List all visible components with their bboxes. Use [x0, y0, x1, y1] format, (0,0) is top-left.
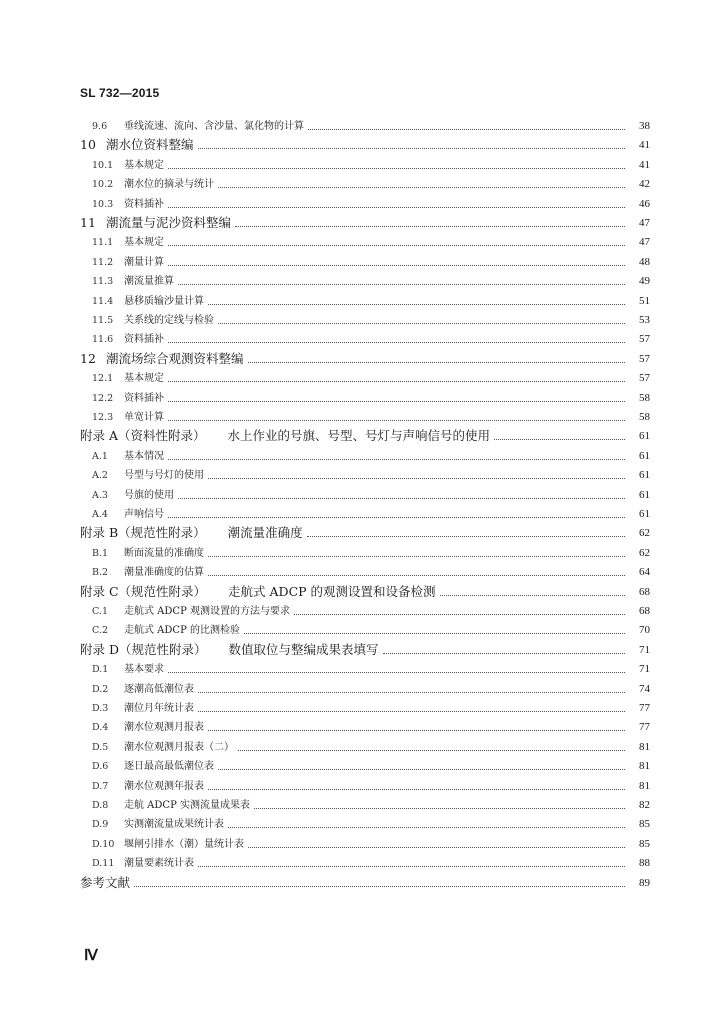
toc-entry-page: 77	[639, 702, 650, 714]
toc-entry-title: 悬移质输沙量计算	[124, 295, 204, 307]
toc-entry-number: 10	[80, 137, 96, 153]
toc-entry[interactable]	[0, 714, 724, 734]
toc-entry-number: A.4	[92, 509, 108, 520]
toc-entry-number: 12.3	[92, 412, 114, 423]
toc-dot-leader	[198, 680, 625, 693]
toc-entry-page: 68	[639, 585, 650, 598]
toc-entry-page: 61	[639, 488, 650, 501]
toc-dot-leader	[168, 369, 625, 382]
toc-entry-page: 85	[639, 818, 650, 831]
toc-entry[interactable]	[0, 831, 724, 851]
toc-entry-page: 68	[639, 605, 650, 617]
toc-entry-page: 89	[639, 876, 650, 889]
toc-entry[interactable]	[0, 132, 724, 152]
toc-entry-number: D.3	[92, 703, 109, 714]
toc-entry-page: 57	[639, 333, 650, 346]
toc-entry-number: 11	[80, 215, 96, 230]
toc-entry-title: 基本要求	[124, 664, 164, 676]
toc-dot-leader	[168, 330, 625, 343]
toc-entry-number: 附录 B（规范性附录）	[80, 525, 206, 541]
toc-entry-number: 附录 C（规范性附录）	[80, 583, 207, 599]
toc-dot-leader	[168, 233, 625, 246]
toc-dot-leader	[218, 311, 625, 324]
toc-dot-leader	[208, 718, 625, 731]
toc-dot-leader	[168, 156, 625, 169]
toc-dot-leader	[208, 563, 625, 576]
toc-entry-title: 数值取位与整编成果表填写	[228, 641, 379, 657]
toc-entry[interactable]	[0, 385, 724, 405]
toc-entry-title: 潮流量推算	[124, 276, 174, 288]
toc-entry[interactable]	[0, 443, 724, 463]
toc-entry-page: 61	[639, 469, 650, 482]
toc-entry-title: 潮水位观测月报表	[124, 722, 204, 734]
toc-dot-leader	[440, 583, 625, 596]
toc-entry-number: A.1	[92, 450, 108, 462]
toc-entry-title: 号型与号灯的使用	[124, 470, 204, 482]
toc-entry-title: 逐潮高低潮位表	[124, 683, 194, 695]
toc-entry-page: 71	[639, 663, 650, 676]
toc-entry-title: 潮水位观测月报表（二）	[124, 741, 234, 753]
toc-dot-leader	[238, 738, 625, 751]
toc-entry-page: 70	[639, 624, 650, 637]
toc-entry-number: 10.3	[92, 198, 114, 210]
toc-entry-page: 47	[639, 236, 650, 249]
toc-entry-number: 12.1	[92, 373, 114, 385]
toc-entry-title: 潮位月年统计表	[124, 703, 194, 714]
toc-entry[interactable]	[0, 501, 724, 521]
toc-entry[interactable]	[0, 540, 724, 560]
toc-entry-page: 74	[639, 682, 650, 695]
toc-entry-page: 49	[639, 275, 650, 288]
toc-entry-title: 基本规定	[124, 373, 164, 385]
toc-entry-page: 81	[639, 779, 650, 792]
toc-entry-page: 61	[639, 430, 650, 443]
toc-entry-title: 走航式 ADCP 的比测检验	[124, 625, 240, 637]
toc-entry[interactable]	[0, 579, 724, 599]
toc-entry-number: 附录 D（规范性附录）	[80, 641, 207, 657]
toc-entry-number: 9.6	[92, 121, 108, 132]
toc-entry-title: 潮水位资料整编	[106, 137, 194, 153]
toc-entry-page: 41	[639, 139, 650, 152]
toc-entry-number: B.2	[92, 567, 109, 579]
toc-dot-leader	[178, 272, 625, 285]
toc-entry-page: 58	[639, 391, 650, 404]
toc-entry-title: 资料插补	[124, 392, 164, 404]
toc-entry-title: 断面流量的准确度	[124, 547, 204, 559]
toc-dot-leader	[494, 427, 625, 440]
toc-entry-number: D.2	[92, 683, 109, 695]
toc-entry-number: D.9	[92, 819, 109, 831]
toc-entry-title: 参考文献	[80, 874, 131, 890]
toc-entry-number: 11.3	[92, 276, 114, 288]
toc-entry-number: 附录 A（资料性附录）	[80, 428, 206, 444]
toc-entry-page: 88	[639, 857, 650, 870]
toc-entry[interactable]	[0, 870, 724, 890]
toc-dot-leader	[198, 854, 625, 867]
toc-entry-title: 资料插补	[124, 198, 164, 210]
toc-entry-number: A.2	[92, 470, 108, 482]
toc-entry-page: 77	[639, 721, 650, 734]
toc-entry-page: 62	[639, 527, 650, 540]
toc-entry[interactable]	[0, 404, 724, 424]
toc-entry-title: 垂线流速、流向、含沙量、氯化物的计算	[124, 121, 304, 132]
toc-entry-number: 11.2	[92, 256, 114, 268]
toc-entry[interactable]	[0, 113, 724, 133]
toc-entry[interactable]	[0, 171, 724, 191]
toc-entry-number: D.7	[92, 780, 109, 792]
toc-entry[interactable]	[0, 734, 724, 754]
toc-entry-page: 61	[639, 449, 650, 462]
toc-entry[interactable]	[0, 617, 724, 637]
toc-entry-number: D.11	[92, 858, 115, 870]
toc-dot-leader	[168, 253, 625, 266]
toc-entry[interactable]	[0, 520, 724, 540]
toc-entry-title: 基本规定	[124, 237, 164, 249]
toc-entry-title: 资料插补	[124, 334, 164, 346]
toc-entry-page: 53	[639, 314, 650, 326]
toc-entry-title: 潮量计算	[124, 256, 164, 268]
toc-entry-page: 82	[639, 799, 650, 811]
toc-entry-page: 58	[639, 411, 650, 423]
toc-entry-title: 潮流量准确度	[227, 525, 303, 541]
toc-entry-title: 走航 ADCP 实测流量成果表	[124, 800, 250, 811]
toc-entry-title: 水上作业的号旗、号型、号灯与声响信号的使用	[227, 428, 491, 444]
toc-dot-leader	[294, 602, 625, 615]
toc-entry-page: 64	[639, 566, 650, 579]
toc-entry-page: 61	[639, 508, 650, 520]
toc-entry-number: D.5	[92, 741, 109, 753]
toc-entry[interactable]	[0, 462, 724, 482]
toc-entry-page: 81	[639, 740, 650, 753]
toc-entry[interactable]	[0, 210, 724, 230]
toc-entry-number: D.8	[92, 800, 109, 811]
toc-entry[interactable]	[0, 268, 724, 288]
toc-entry[interactable]	[0, 792, 724, 812]
toc-entry-title: 实测潮流量成果统计表	[124, 819, 224, 831]
toc-entry-title: 关系线的定线与检验	[124, 315, 214, 326]
toc-entry[interactable]	[0, 191, 724, 211]
toc-dot-leader	[134, 874, 625, 887]
toc-entry-title: 堰闸引排水（潮）量统计表	[124, 838, 244, 850]
toc-dot-leader	[168, 408, 625, 421]
toc-entry-number: D.10	[92, 838, 115, 850]
toc-entry[interactable]	[0, 656, 724, 676]
toc-entry-number: D.1	[92, 664, 109, 676]
toc-entry-number: D.6	[92, 761, 109, 773]
toc-entry-page: 47	[639, 217, 650, 229]
toc-dot-leader	[168, 195, 625, 208]
toc-entry-number: 12.2	[92, 392, 114, 404]
toc-entry[interactable]	[0, 307, 724, 327]
toc-entry[interactable]	[0, 773, 724, 793]
toc-entry-title: 单宽计算	[124, 412, 164, 423]
toc-entry-title: 潮水位的摘录与统计	[124, 179, 214, 191]
toc-entry-page: 48	[639, 255, 650, 268]
toc-dot-leader	[168, 660, 625, 673]
toc-entry-page: 62	[639, 546, 650, 559]
toc-entry-page: 41	[639, 158, 650, 171]
toc-entry-title: 基本情况	[124, 450, 164, 462]
toc-entry[interactable]	[0, 811, 724, 831]
toc-dot-leader	[244, 621, 625, 634]
toc-dot-leader	[254, 796, 625, 809]
toc-dot-leader	[383, 641, 625, 654]
toc-entry-title: 号旗的使用	[124, 489, 174, 501]
toc-dot-leader	[198, 699, 625, 712]
toc-entry-page: 71	[639, 643, 650, 656]
toc-entry-page: 38	[639, 120, 650, 132]
toc-entry-number: 11.5	[92, 315, 114, 326]
toc-entry[interactable]	[0, 850, 724, 870]
toc-dot-leader	[208, 466, 625, 479]
toc-entry[interactable]	[0, 559, 724, 579]
toc-entry-number: 10.2	[92, 179, 114, 191]
toc-entry[interactable]	[0, 753, 724, 773]
toc-entry-page: 85	[639, 837, 650, 850]
toc-entry-number: A.3	[92, 489, 108, 501]
toc-dot-leader	[308, 117, 625, 130]
toc-entry-number: D.4	[92, 722, 109, 734]
toc-entry-title: 走航式 ADCP 的观测设置和设备检测	[228, 583, 436, 599]
toc-entry-title: 潮量准确度的估算	[124, 567, 204, 579]
toc-dot-leader	[168, 447, 625, 460]
toc-entry[interactable]	[0, 288, 724, 308]
toc-dot-leader	[307, 524, 625, 537]
toc-dot-leader	[235, 214, 625, 227]
toc-entry[interactable]	[0, 152, 724, 172]
toc-entry[interactable]	[0, 482, 724, 502]
toc-entry[interactable]	[0, 676, 724, 696]
toc-entry-title: 潮流量与泥沙资料整编	[106, 215, 232, 230]
toc-dot-leader	[248, 350, 625, 363]
toc-entry-page: 57	[639, 372, 650, 385]
toc-entry-title: 潮流场综合观测资料整编	[106, 350, 244, 366]
toc-entry-page: 57	[639, 352, 650, 365]
toc-entry-number: C.2	[92, 625, 108, 637]
toc-entry[interactable]	[0, 598, 724, 618]
toc-dot-leader	[208, 544, 625, 557]
toc-entry-number: 11.1	[92, 237, 114, 249]
toc-entry[interactable]	[0, 326, 724, 346]
toc-dot-leader	[218, 175, 625, 188]
toc-entry[interactable]	[0, 229, 724, 249]
toc-entry[interactable]	[0, 637, 724, 657]
toc-dot-leader	[208, 777, 625, 790]
page-number: Ⅳ	[84, 948, 98, 964]
toc-entry[interactable]	[0, 346, 724, 366]
toc-entry-number: 11.4	[92, 295, 114, 307]
toc-entry-page: 81	[639, 760, 650, 773]
toc-entry-title: 基本规定	[124, 159, 164, 171]
toc-dot-leader	[168, 505, 625, 518]
toc-dot-leader	[248, 835, 625, 848]
toc-entry-number: B.1	[92, 547, 109, 559]
toc-dot-leader	[208, 292, 625, 305]
toc-entry-title: 潮水位观测年报表	[124, 780, 204, 792]
toc-entry-title: 潮量要素统计表	[124, 858, 194, 870]
toc-entry-title: 逐日最高最低潮位表	[124, 761, 214, 773]
toc-entry-number: 10.1	[92, 159, 114, 171]
toc-entry[interactable]	[0, 365, 724, 385]
toc-entry-page: 46	[639, 197, 650, 210]
toc-entry-page: 42	[639, 178, 650, 191]
toc-entry-number: 11.6	[92, 334, 114, 346]
standard-code: SL 732—2015	[80, 86, 160, 100]
toc-dot-leader	[198, 136, 625, 149]
toc-entry[interactable]	[0, 249, 724, 269]
toc-entry-page: 51	[639, 294, 650, 307]
toc-entry-title: 声响信号	[124, 509, 164, 520]
toc-dot-leader	[228, 815, 625, 828]
toc-entry-number: 12	[80, 350, 96, 366]
toc-entry[interactable]	[0, 423, 724, 443]
toc-dot-leader	[168, 389, 625, 402]
toc-dot-leader	[178, 486, 625, 499]
toc-entry-title: 走航式 ADCP 观测设置的方法与要求	[124, 606, 290, 617]
toc-entry-number: C.1	[92, 606, 108, 617]
toc-dot-leader	[218, 757, 625, 770]
toc-entry[interactable]	[0, 695, 724, 715]
